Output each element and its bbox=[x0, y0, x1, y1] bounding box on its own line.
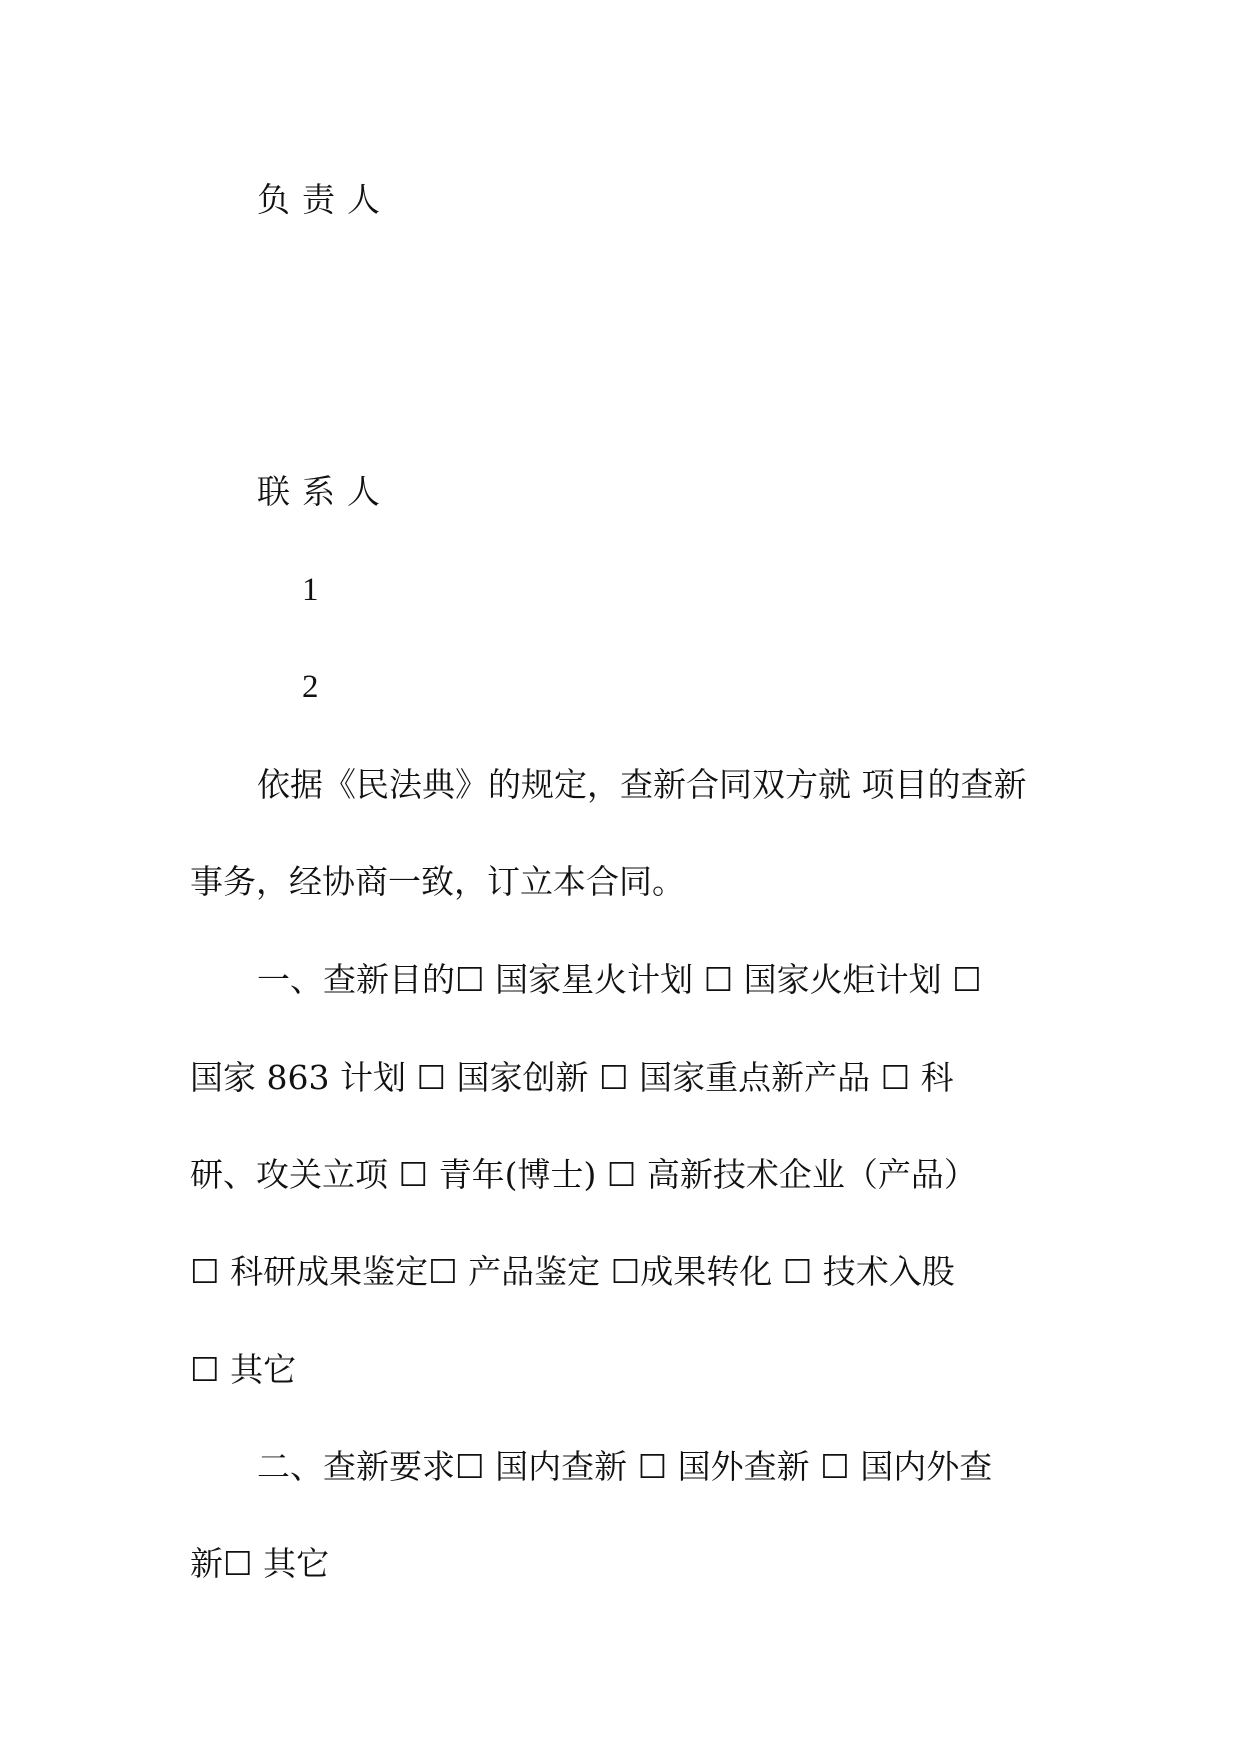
preamble-line-1: 依据《民法典》的规定，查新合同双方就 项目的查新 bbox=[257, 765, 1027, 804]
section-1-line-5: ☐ 其它 bbox=[190, 1350, 297, 1389]
section-2-line-2: 新☐ 其它 bbox=[190, 1544, 330, 1583]
section-1-line-1: 一、查新目的☐ 国家星火计划 ☐ 国家火炬计划 ☐ bbox=[257, 960, 982, 999]
section-1-line-2: 国家 863 计划 ☐ 国家创新 ☐ 国家重点新产品 ☐ 科 bbox=[190, 1058, 954, 1097]
section-1-line-3: 研、攻关立项 ☐ 青年(博士) ☐ 高新技术企业（产品） bbox=[190, 1155, 977, 1194]
preamble-line-2: 事务，经协商一致，订立本合同。 bbox=[190, 862, 685, 901]
section-1-line-4: ☐ 科研成果鉴定☐ 产品鉴定 ☐成果转化 ☐ 技术入股 bbox=[190, 1252, 955, 1291]
list-item-1: 1 bbox=[302, 572, 319, 608]
list-item-2: 2 bbox=[302, 669, 319, 705]
contact-label: 联系人 bbox=[257, 472, 392, 511]
section-2-line-1: 二、查新要求☐ 国内查新 ☐ 国外查新 ☐ 国内外查 bbox=[257, 1447, 993, 1486]
principal-label: 负责人 bbox=[257, 180, 392, 219]
